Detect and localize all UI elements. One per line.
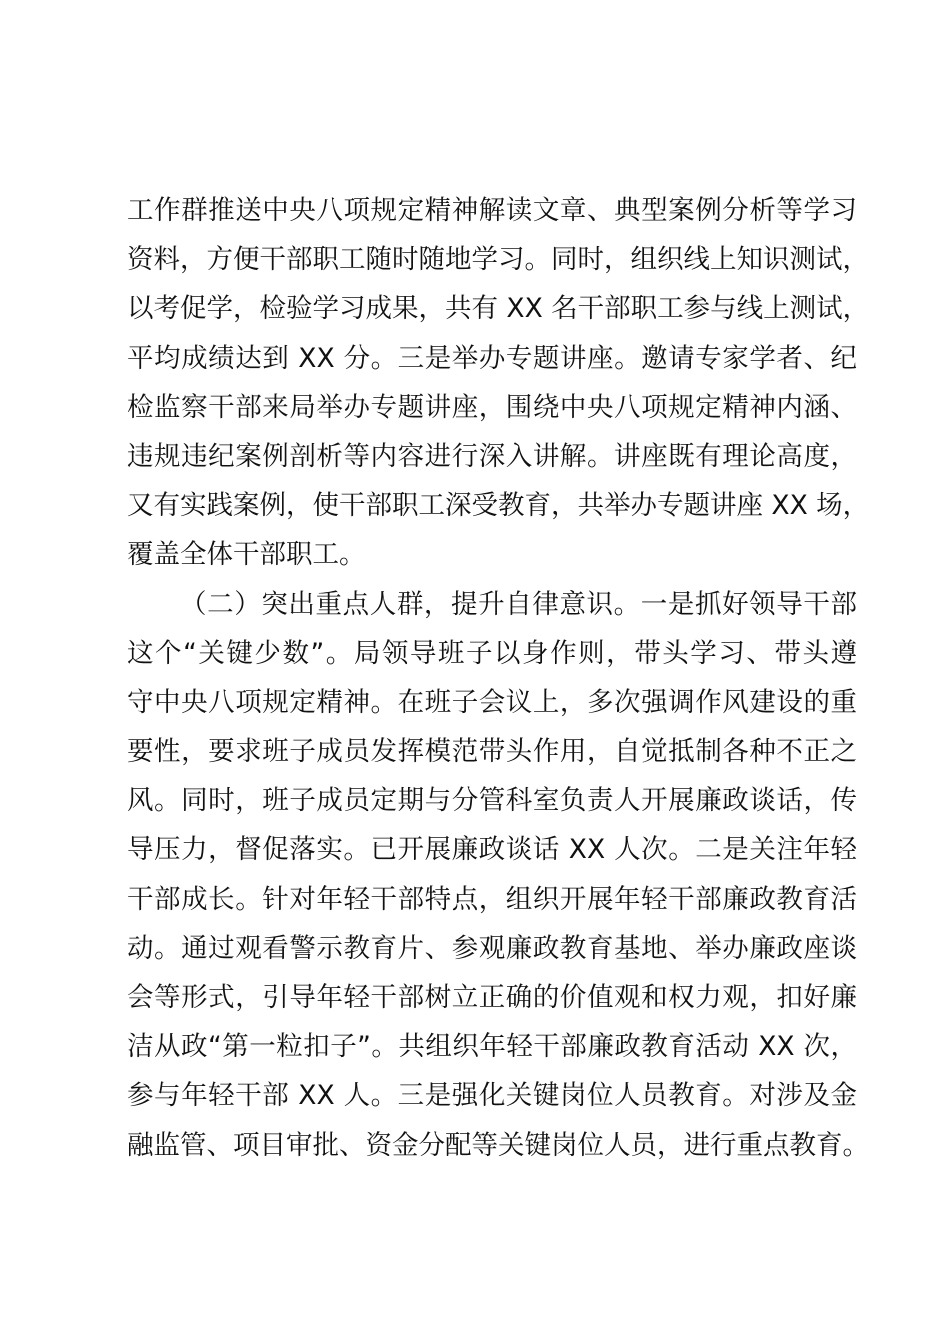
text-line: 又有实践案例，使干部职工深受教育，共举办专题讲座 XX 场， bbox=[127, 490, 870, 522]
text-line: 导压力，督促落实。已开展廉政谈话 XX 人次。二是关注年轻 bbox=[127, 834, 857, 866]
text-line: 守中央八项规定精神。在班子会议上，多次强调作风建设的重 bbox=[127, 686, 857, 718]
paragraph-end-line: 覆盖全体干部职工。 bbox=[127, 539, 366, 571]
text-line: 洁从政“第一粒扣子”。共组织年轻干部廉政教育活动 XX 次， bbox=[127, 1031, 857, 1063]
text-line: 融监管、项目审批、资金分配等关键岗位人员，进行重点教育。 bbox=[127, 1129, 869, 1161]
text-line: 检监察干部来局举办专题讲座，围绕中央八项规定精神内涵、 bbox=[127, 391, 857, 423]
body-text bbox=[127, 186, 870, 1170]
text-line: 风。同时，班子成员定期与分管科室负责人开展廉政谈话，传 bbox=[127, 785, 857, 817]
text-line: 平均成绩达到 XX 分。三是举办专题讲座。邀请专家学者、纪 bbox=[127, 342, 857, 374]
text-line: 动。通过观看警示教育片、参观廉政教育基地、举办廉政座谈 bbox=[127, 932, 857, 964]
text-line: 以考促学，检验学习成果，共有 XX 名干部职工参与线上测试， bbox=[127, 293, 870, 325]
text-line: 干部成长。针对年轻干部特点，组织开展年轻干部廉政教育活 bbox=[127, 883, 857, 915]
text-line: 违规违纪案例剖析等内容进行深入讲解。讲座既有理论高度， bbox=[127, 440, 857, 472]
section-heading-line: （二）突出重点人群，提升自律意识。一是抓好领导干部 bbox=[180, 588, 857, 620]
text-line: 资料，方便干部职工随时随地学习。同时，组织线上知识测试， bbox=[127, 244, 869, 276]
text-line: 工作群推送中央八项规定精神解读文章、典型案例分析等学习 bbox=[127, 195, 857, 226]
text-line: 这个“关键少数”。局领导班子以身作则，带头学习、带头遵 bbox=[127, 637, 857, 669]
text-line: 会等形式，引导年轻干部树立正确的价值观和权力观，扣好廉 bbox=[127, 982, 857, 1013]
text-line: 要性，要求班子成员发挥模范带头作用，自觉抵制各种不正之 bbox=[127, 736, 857, 768]
text-line: 参与年轻干部 XX 人。三是强化关键岗位人员教育。对涉及金 bbox=[127, 1080, 857, 1112]
